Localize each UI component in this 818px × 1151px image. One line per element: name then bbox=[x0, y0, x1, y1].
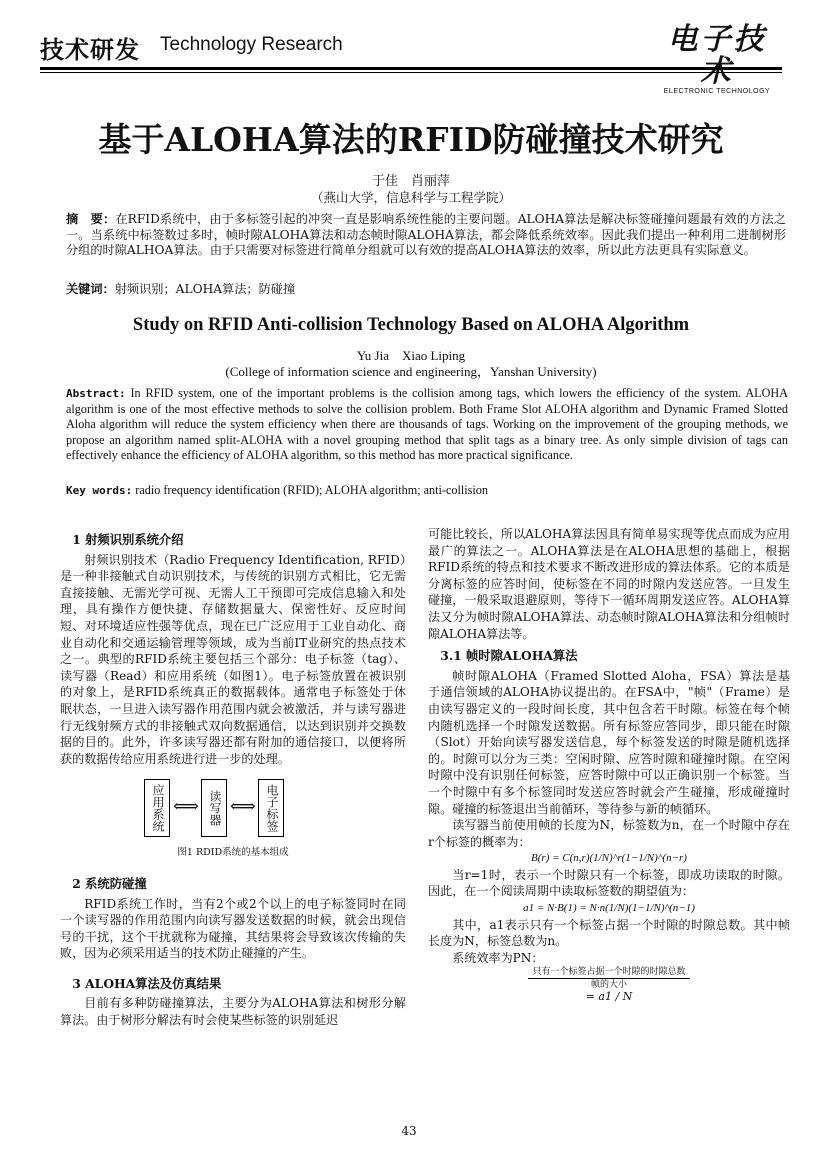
fig-double-arrow-icon: ⟺ bbox=[230, 796, 256, 818]
header-rule-thin bbox=[40, 72, 782, 73]
fig-box-application-system: 应用系统 bbox=[144, 779, 170, 837]
keywords-label-en: Key words: bbox=[66, 484, 133, 497]
figure-1-caption: 图1 RDID系统的基本组成 bbox=[177, 847, 289, 859]
left-column bbox=[60, 526, 406, 1029]
efficiency-denominator: 帧的大小 bbox=[590, 980, 627, 991]
right-paragraph-2: 帧时隙ALOHA（Framed Slotted Aloha，FSA）算法是基于通信领域的ALOHA协议提出的。在FSA中，"帧"（Frame）是由读写器定义的一段时间长度，其中包含若干时隙。标签在每个帧内随机选择一个时隙发送数据。所有标签应答同步，即只能在时隙（Slot）开始向读写器发送信息，每个标签发送的时隙是随机选择的。时隙可以分为三类：空闲时隙、应答时隙和碰撞时隙。在空闲时隙中没有识别任何标签，应答时隙中可以正确识别一个标签。当一个时隙中有多个标签同时发送应答时就会产生碰撞，形成碰撞时隙。碰撞的标签退出当前循环，等待参与新的帧循环。 bbox=[428, 668, 790, 816]
formula-expected-value: a1 = N·B(1) = N·n(1/N)(1−1/N)^(n−1) bbox=[523, 902, 695, 915]
formula-probability: B(r) = C(n,r)(1/N)^r(1−1/N)^(n−r) bbox=[531, 852, 687, 865]
efficiency-numerator: 只有一个标签占据一个时隙的时隙总数 bbox=[528, 966, 689, 979]
header-rule-thick bbox=[40, 67, 782, 70]
figure-1-diagram bbox=[60, 775, 406, 841]
formula-efficiency bbox=[428, 966, 790, 1003]
keywords-text-en: radio frequency identification (RFID); ALOHA algorithm; anti-collision bbox=[132, 483, 488, 497]
paper-title-cn: 基于ALOHA算法的RFID防碰撞技术研究 bbox=[98, 120, 724, 159]
section-2-heading: 2 系统防碰撞 bbox=[72, 875, 147, 891]
logo-text-en: ELECTRONIC TECHNOLOGY bbox=[663, 88, 771, 95]
section-3-heading: 3 ALOHA算法及仿真结果 bbox=[72, 975, 222, 991]
section-2-paragraph: RFID系统工作时，当有2个或2个以上的电子标签同时在同一个读写器的作用范围内向读写器发送数据的时候，就会出现信号的干扰，这个干扰就称为碰撞，其结果将会导致该次传输的失败，因为必须采用适当的技术防止碰撞的产生。 bbox=[60, 896, 406, 961]
affiliation-cn: （燕山大学，信息科学与工程学院） bbox=[310, 190, 511, 205]
fig-box-tag: 电子标签 bbox=[258, 779, 284, 837]
abstract-text-en: In RFID system, one of the important problems is the collision among tags, which lowers the efficiency of the system. ALOHA algorithm is one of the most effective methods to solve the collision problem. Both Frame Slot ALOHA algorithm and Dynamic Framed Slotted Aloha algorithm will reduce the system efficiency when there are thousands of tags. Working on the improvement of the grouping methods, we propose an algorithm named split-ALOHA with a novel grouping method that split tags as a binary tree. As only simple division of tags can effectively enhance the efficiency of ALOHA algorithm, so this method has more practical significance. bbox=[66, 386, 788, 463]
keywords-label-cn: 关键词： bbox=[66, 282, 115, 296]
right-paragraph-3: 读写器当前使用帧的长度为N，标签数为n，在一个时隙中存在r个标签的概率为： bbox=[428, 818, 790, 849]
keywords-text-cn: 射频识别；ALOHA算法；防碰撞 bbox=[114, 282, 296, 296]
page-number: 43 bbox=[401, 1124, 417, 1138]
section-1-heading: 1 射频识别系统介绍 bbox=[72, 532, 184, 547]
right-paragraph-5: 其中，a1表示只有一个标签占据一个时隙的时隙总数。其中帧长度为N，标签总数为n。 bbox=[428, 917, 790, 949]
section-label-cn: 技术研发 bbox=[40, 35, 140, 64]
abstract-text-cn: 在RFID系统中，由于多标签引起的冲突一直是影响系统性能的主要问题。ALOHA算法是解决标签碰撞问题最有效的方法之一。当系统中标签数过多时，帧时隙ALOHA算法和动态帧时隙ALOHA算法，都会降低系统效率。因此我们提出一种利用二进制树形分组的时隙ALHOA算法。由于只需要对标签进行简单分组就可以有效的提高ALOHA算法的效率，所以此方法更具有实际意义。 bbox=[66, 212, 786, 257]
right-paragraph-1: 可能比较长，所以ALOHA算法因具有简单易实现等优点而成为应用最广的算法之一。ALOHA算法是在ALOHA思想的基础上，根据RFID系统的特点和技术要求不断改进形成的算法体系。它的本质是分离标签的应答时间，使标签在不同的时隙内发送应答。一旦发生碰撞，一般采取退避原则，等待下一循环周期发送应答。ALOHA算法又分为帧时隙ALOHA算法、动态帧时隙ALOHA算法和分组帧时隙ALOHA算法等。 bbox=[428, 527, 790, 641]
abstract-cn bbox=[66, 212, 786, 259]
abstract-label-en: Abstract: bbox=[66, 387, 126, 400]
section-1-paragraph: 射频识别技术（Radio Frequency Identification, RFID）是一种非接触式自动识别技术，与传统的识别方式相比，它无需直接接触、无需光学可视、无需人工干预即可完成信息输入和处理，具有操作方便快捷、存储数据量大、保密性好、反应时间短、对环境适应性强等优点，现在已广泛应用于工业自动化、商业自动化和交通运输管理等领域，成为当前IT业研究的热点技术之一。典型的RFID系统主要包括三个部分：电子标签（tag）、读写器（Read）和应用系统（如图1）。电子标签放置在被识别的对象上，是RFID系统真正的数据载体。通常电子标签处于休眠状态，一旦进入读写器作用范围内就会被激活，并与读写器进行无线射频方式的非接触式双向数据通信，以达到识别并交换数据的目的。此外，许多读写器还都有附加的通信接口，以便将所获的数据传给应用系统进行进一步的处理。 bbox=[60, 552, 406, 766]
paper-title-en: Study on RFID Anti-collision Technology Based on ALOHA Algorithm bbox=[132, 315, 690, 335]
section-label-en: Technology Research bbox=[160, 34, 343, 55]
abstract-en bbox=[66, 386, 788, 464]
fig-box-reader: 读写器 bbox=[201, 779, 227, 837]
authors-cn: 于佳 肖丽萍 bbox=[371, 174, 450, 189]
section-3-paragraph: 目前有多种防碰撞算法，主要分为ALOHA算法和树形分解算法。由于树形分解法有时会使某些标签的识别延迟 bbox=[60, 996, 406, 1028]
right-paragraph-6: 系统效率为PN： bbox=[452, 950, 544, 965]
logo-text-cn: 电子技 bbox=[667, 22, 767, 57]
journal-header bbox=[40, 22, 782, 95]
abstract-label-cn: 摘 要： bbox=[66, 212, 116, 226]
affiliation-en: (College of information science and engineering，Yanshan University) bbox=[225, 364, 597, 379]
section-3-1-heading: 3.1 帧时隙ALOHA算法 bbox=[440, 648, 578, 664]
keywords-en bbox=[66, 483, 788, 499]
journal-logo bbox=[652, 24, 782, 95]
efficiency-result: = a1 / N bbox=[585, 990, 633, 1004]
fig-double-arrow-icon: ⟺ bbox=[173, 796, 199, 818]
authors-en: Yu Jia Xiao Liping bbox=[356, 348, 466, 363]
right-paragraph-4: 当r=1时，表示一个时隙只有一个标签，即成功读取的时隙。因此，在一个阅读周期中读取标签数的期望值为： bbox=[428, 867, 790, 899]
keywords-cn bbox=[66, 282, 786, 298]
right-column bbox=[428, 526, 790, 1003]
